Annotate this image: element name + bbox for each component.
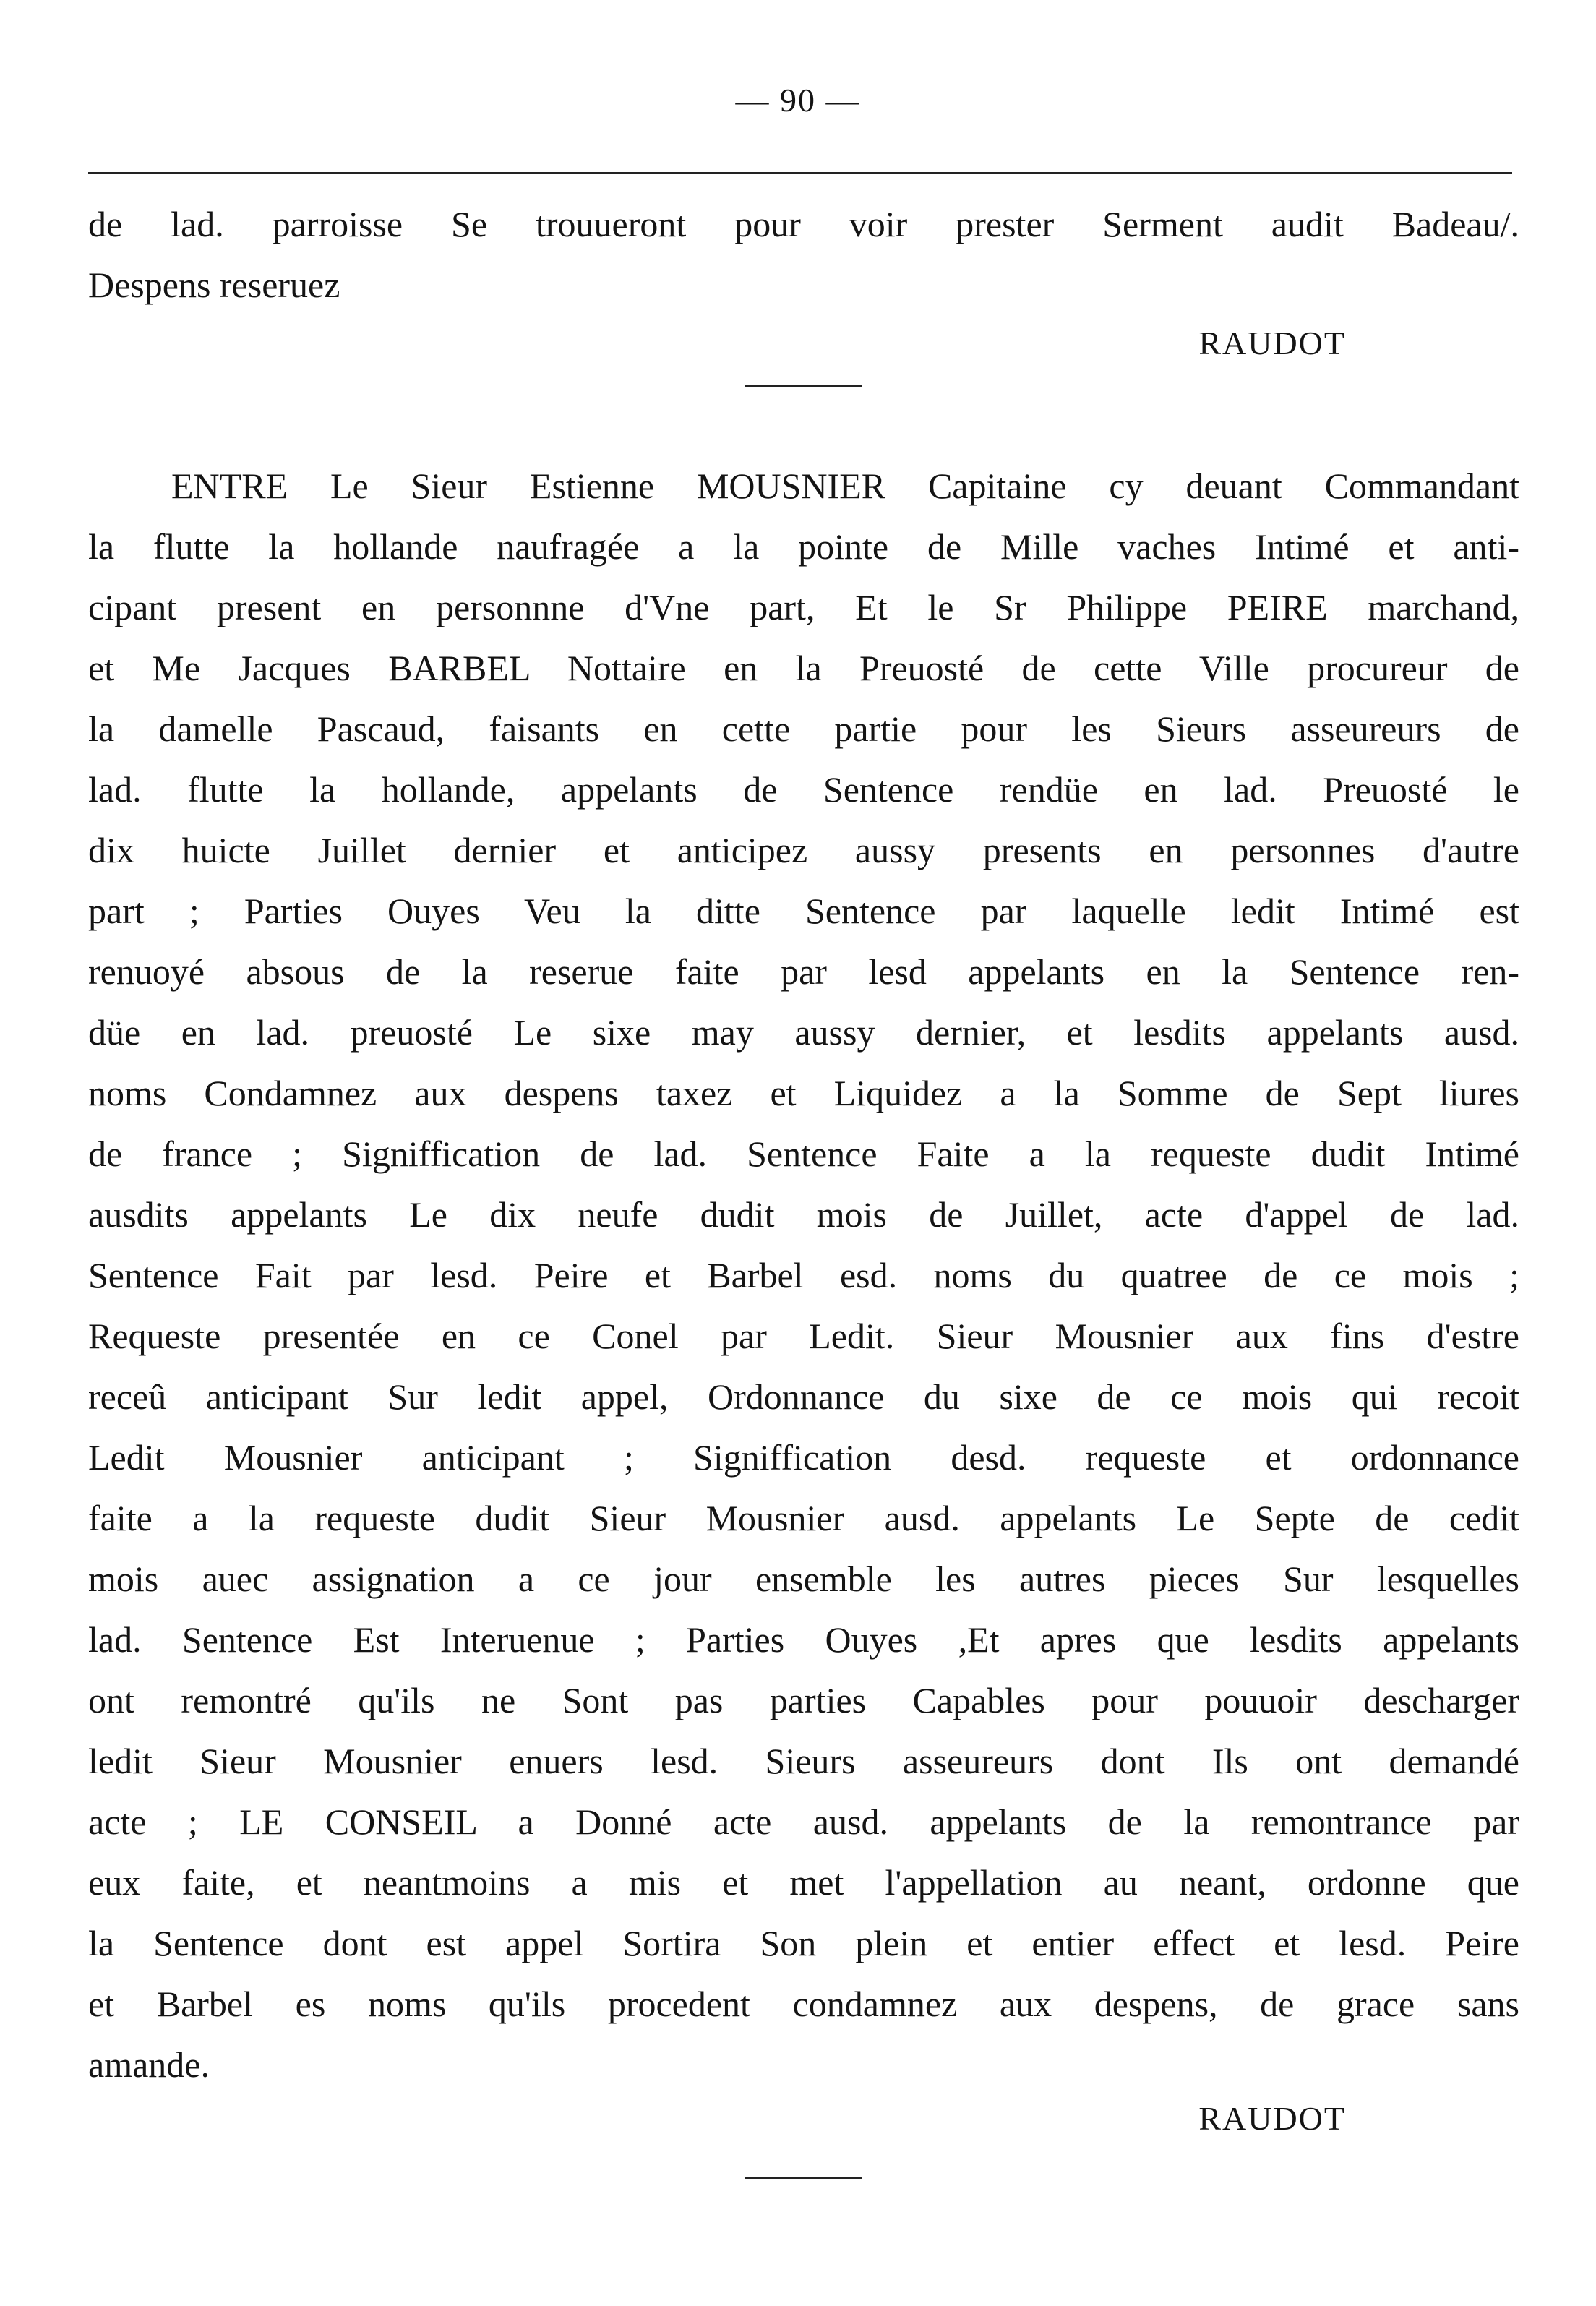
page-number: — 90 — [735,82,861,119]
signature: RAUDOT [1198,2100,1346,2137]
text-line: eux faite, et neantmoins a mis et met l'appellation au neant, ordonne que [88,1862,1519,1903]
text-line: et Me Jacques BARBEL Nottaire en la Preuosté de cette Ville procureur de [88,648,1519,688]
text-line: et Barbel es noms qu'ils procedent condamnez aux despens, de grace sans [88,1984,1519,2024]
text-line: de france ; Signiffication de lad. Sentence Faite a la requeste dudit Intimé [88,1133,1519,1174]
text-line: ENTRE Le Sieur Estienne MOUSNIER Capitaine cy deuant Commandant [171,466,1519,506]
text-line: la Sentence dont est appel Sortira Son plein et entier effect et lesd. Peire [88,1923,1519,1963]
text-line: amande. [88,2044,210,2085]
text-line: la flutte la hollande naufragée a la pointe de Mille vaches Intimé et anti- [88,526,1519,567]
text-line: part ; Parties Ouyes Veu la ditte Sentence par laquelle ledit Intimé est [88,891,1519,931]
text-line: noms Condamnez aux despens taxez et Liquidez a la Somme de Sept liures [88,1073,1519,1113]
text-line: de lad. parroisse Se trouueront pour voir prester Serment audit Badeau/. [88,204,1519,244]
text-line: ausdits appelants Le dix neufe dudit mois de Juillet, acte d'appel de lad. [88,1194,1519,1235]
signature: RAUDOT [1198,325,1346,361]
text-line: mois auec assignation a ce jour ensemble les autres pieces Sur lesquelles [88,1559,1519,1599]
text-line: cipant present en personnne d'Vne part, Et le Sr Philippe PEIRE marchand, [88,587,1519,627]
text-line: lad. flutte la hollande, appelants de Sentence rendüe en lad. Preuosté le [88,769,1519,810]
text-line: ledit Sieur Mousnier enuers lesd. Sieurs asseureurs dont Ils ont demandé [88,1741,1519,1781]
text-line: receû anticipant Sur ledit appel, Ordonnance du sixe de ce mois qui recoit [88,1376,1519,1417]
text-line: Ledit Mousnier anticipant ; Signiffication desd. requeste et ordonnance [88,1437,1519,1478]
header-rule [88,172,1512,174]
text-line: faite a la requeste dudit Sieur Mousnier ausd. appelants Le Septe de cedit [88,1498,1519,1538]
text-line: düe en lad. preuosté Le sixe may aussy dernier, et lesdits appelants ausd. [88,1012,1519,1053]
text-line: ont remontré qu'ils ne Sont pas parties Capables pour pouuoir descharger [88,1680,1519,1720]
text-line: la damelle Pascaud, faisants en cette partie pour les Sieurs asseureurs de [88,708,1519,749]
text-line: Requeste presentée en ce Conel par Ledit. Sieur Mousnier aux fins d'estre [88,1316,1519,1356]
section-separator [745,2177,862,2179]
text-line: dix huicte Juillet dernier et anticipez aussy presents en personnes d'autre [88,830,1519,870]
text-line: Sentence Fait par lesd. Peire et Barbel esd. noms du quatree de ce mois ; [88,1255,1519,1295]
text-line: renuoyé absous de la reserue faite par lesd appelants en la Sentence ren- [88,951,1519,992]
text-line: Despens reseruez [88,265,340,305]
text-line: lad. Sentence Est Interuenue ; Parties Ouyes ,Et apres que lesdits appelants [88,1619,1519,1660]
text-line: acte ; LE CONSEIL a Donné acte ausd. appelants de la remontrance par [88,1801,1519,1842]
section-separator [745,385,862,387]
